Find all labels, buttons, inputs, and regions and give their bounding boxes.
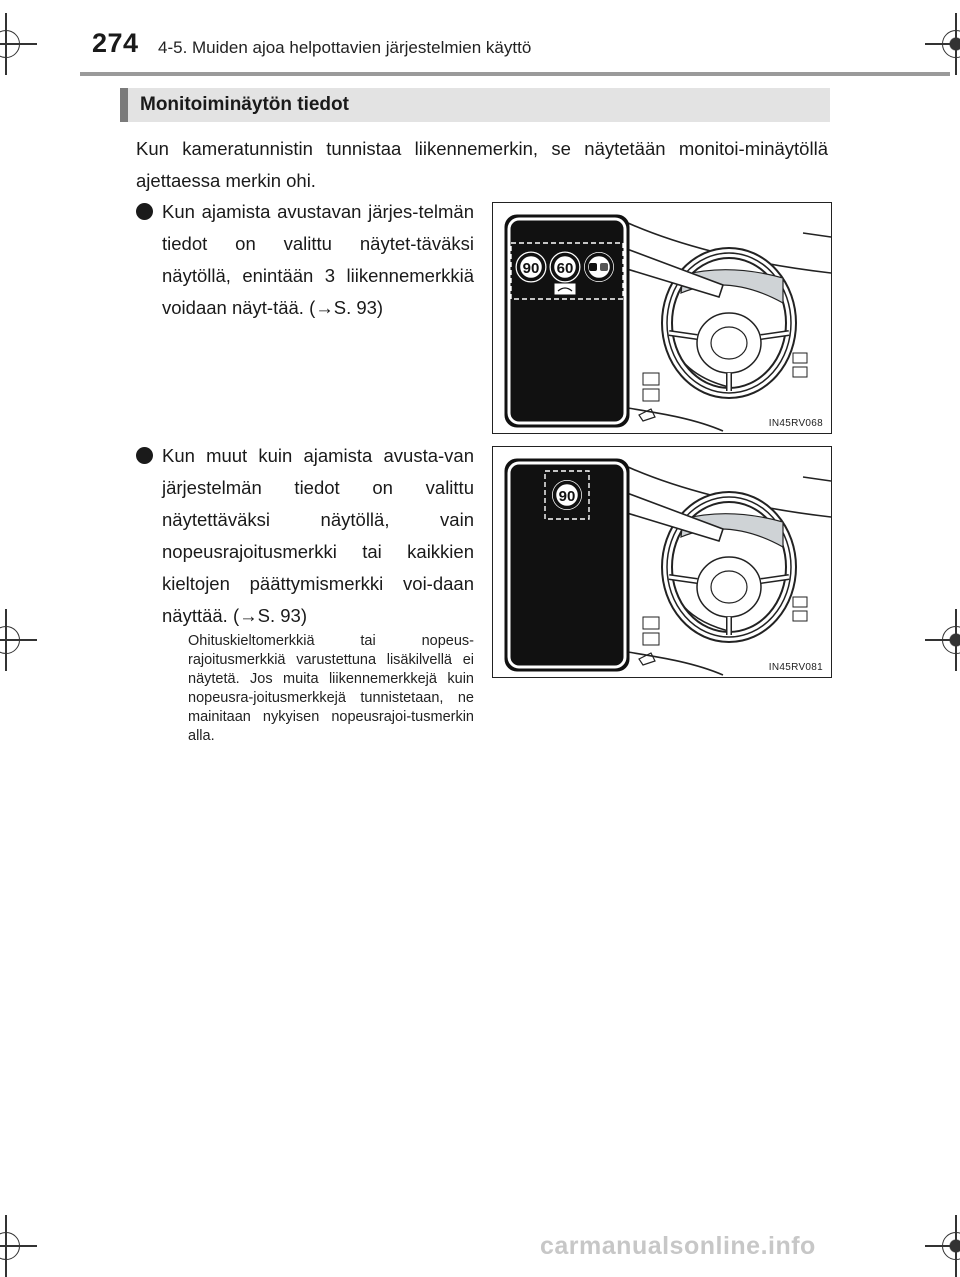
watermark: carmanualsonline.info — [540, 1232, 816, 1260]
bullet-item — [136, 440, 474, 632]
bullet-dot-icon — [136, 203, 153, 220]
header-rule — [80, 72, 950, 76]
figure-code: IN45RV081 — [768, 662, 823, 673]
speed-sign-label: 90 — [558, 488, 576, 505]
crop-mark-mid-right — [942, 626, 960, 654]
figure-code: IN45RV068 — [768, 418, 823, 429]
speed-sign-label: 90 — [522, 260, 540, 277]
section-title: Monitoiminäytön tiedot — [140, 94, 349, 115]
crop-mark-bottom-left — [0, 1232, 20, 1260]
bullet-text: Kun ajamista avustavan järjes-telmän tiedot on valittu näytet-täväksi näytöllä, enintään 3 liikennemerkkiä voidaan näyt-tää. (→S. 93) — [162, 201, 474, 318]
crop-mark-mid-left — [0, 626, 20, 654]
intro-paragraph: Kun kameratunnistin tunnistaa liikennemerkin, se näytetään monitoi-minäytöllä ajettaessa merkin ohi. — [136, 138, 828, 191]
crop-mark-bottom-right — [942, 1232, 960, 1260]
bullet-item — [136, 196, 474, 324]
crop-mark-top-left — [0, 30, 20, 58]
illustration-single-sign — [492, 446, 832, 678]
dashboard-illustration — [493, 447, 831, 677]
running-head: 4-5. Muiden ajoa helpottavien järjestelmien käyttö — [158, 38, 532, 57]
crop-mark-top-right — [942, 30, 960, 58]
note-text: Ohituskieltomerkkiä tai nopeus-rajoitusmerkkiä varustettuna lisäkilvellä ei näytetä. Jos muita liikennemerkkejä kuin nopeusra-joitusmerkkejä tunnistetaan, ne mainitaan nykyisen nopeusrajoi-tusmerkin alla. — [188, 633, 474, 744]
bullet-text: Kun muut kuin ajamista avusta-van järjestelmän tiedot on valittu näytettäväksi näytöllä, vain nopeusrajoitusmerkki tai kaikkien kieltojen päättymismerkki voi-daan näyttää. (→S. 93) — [162, 445, 474, 626]
bullet-dot-icon — [136, 447, 153, 464]
illustration-three-signs — [492, 202, 832, 434]
speed-sign-label: 60 — [556, 260, 574, 277]
section-heading-bar — [120, 88, 830, 122]
dashboard-illustration — [493, 203, 831, 433]
page-number: 274 — [92, 28, 139, 58]
